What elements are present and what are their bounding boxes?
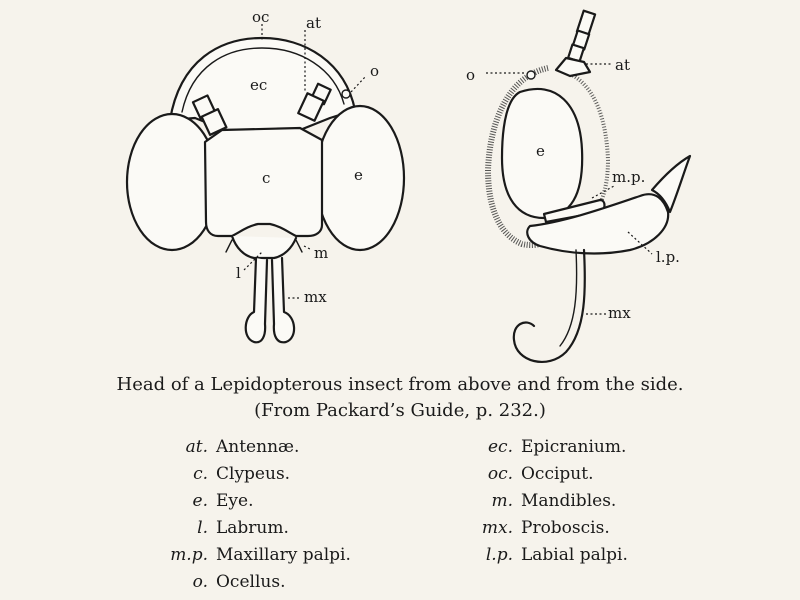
legend-right-column — [455, 434, 735, 569]
caption-title: Head of a Lepidopterous insect from above and from the side. — [116, 374, 684, 395]
label-m: m — [314, 244, 329, 262]
legend-abbr: oc. — [487, 464, 513, 484]
legend-term: Occiput. — [521, 464, 594, 484]
labrum — [232, 236, 296, 258]
legend-item — [150, 569, 430, 596]
side-antenna — [556, 11, 595, 76]
legend-item — [455, 488, 735, 515]
left-view-head — [127, 8, 404, 342]
legend-term: Epicranium. — [521, 437, 627, 457]
label-oc: oc — [252, 8, 270, 26]
legend-item — [150, 461, 430, 488]
label-at: at — [306, 14, 321, 32]
legend-item — [150, 434, 430, 461]
label-e: e — [354, 166, 363, 184]
legend-abbr: e. — [192, 491, 208, 511]
legend-term: Antennæ. — [216, 437, 300, 457]
label-side-lp: l.p. — [656, 248, 680, 266]
legend-item — [150, 515, 430, 542]
right-view-head — [466, 11, 690, 362]
right-mandible — [296, 240, 302, 252]
proboscis-front — [246, 258, 294, 342]
legend-abbr: at. — [185, 437, 208, 457]
legend-abbr: m. — [491, 491, 513, 511]
label-mx: mx — [304, 288, 327, 306]
legend-term: Clypeus. — [216, 464, 291, 484]
legend — [0, 434, 800, 594]
label-side-mx: mx — [608, 304, 631, 322]
side-ocellus — [527, 71, 535, 79]
legend-abbr: o. — [192, 572, 208, 592]
legend-term: Ocellus. — [216, 572, 286, 592]
caption-source: (From Packard’s Guide, p. 232.) — [254, 400, 546, 421]
legend-term: Eye. — [216, 491, 254, 511]
legend-item — [455, 461, 735, 488]
label-side-at: at — [615, 56, 630, 74]
label-o: o — [370, 62, 380, 80]
legend-term: Labial palpi. — [521, 545, 628, 565]
legend-term: Mandibles. — [521, 491, 617, 511]
legend-term: Labrum. — [216, 518, 289, 538]
label-ec: ec — [250, 76, 268, 94]
legend-abbr: c. — [193, 464, 208, 484]
label-c: c — [262, 169, 271, 187]
legend-abbr: m.p. — [170, 545, 208, 565]
legend-left-column — [150, 434, 430, 596]
legend-item — [455, 515, 735, 542]
legend-abbr: l. — [197, 518, 208, 538]
label-side-o: o — [466, 66, 476, 84]
left-ocellus — [342, 90, 350, 98]
legend-abbr: ec. — [488, 437, 513, 457]
legend-item — [455, 542, 735, 569]
legend-abbr: mx. — [481, 518, 513, 538]
legend-term: Maxillary palpi. — [216, 545, 351, 565]
label-side-e: e — [536, 142, 545, 160]
label-side-mp: m.p. — [612, 168, 646, 186]
left-eye — [127, 114, 217, 250]
legend-abbr: l.p. — [485, 545, 513, 565]
legend-term: Proboscis. — [521, 518, 610, 538]
legend-item — [150, 488, 430, 515]
left-mandible — [226, 240, 232, 252]
legend-item — [150, 542, 430, 569]
label-l: l — [236, 264, 241, 282]
figure-caption — [0, 372, 800, 424]
legend-item — [455, 434, 735, 461]
